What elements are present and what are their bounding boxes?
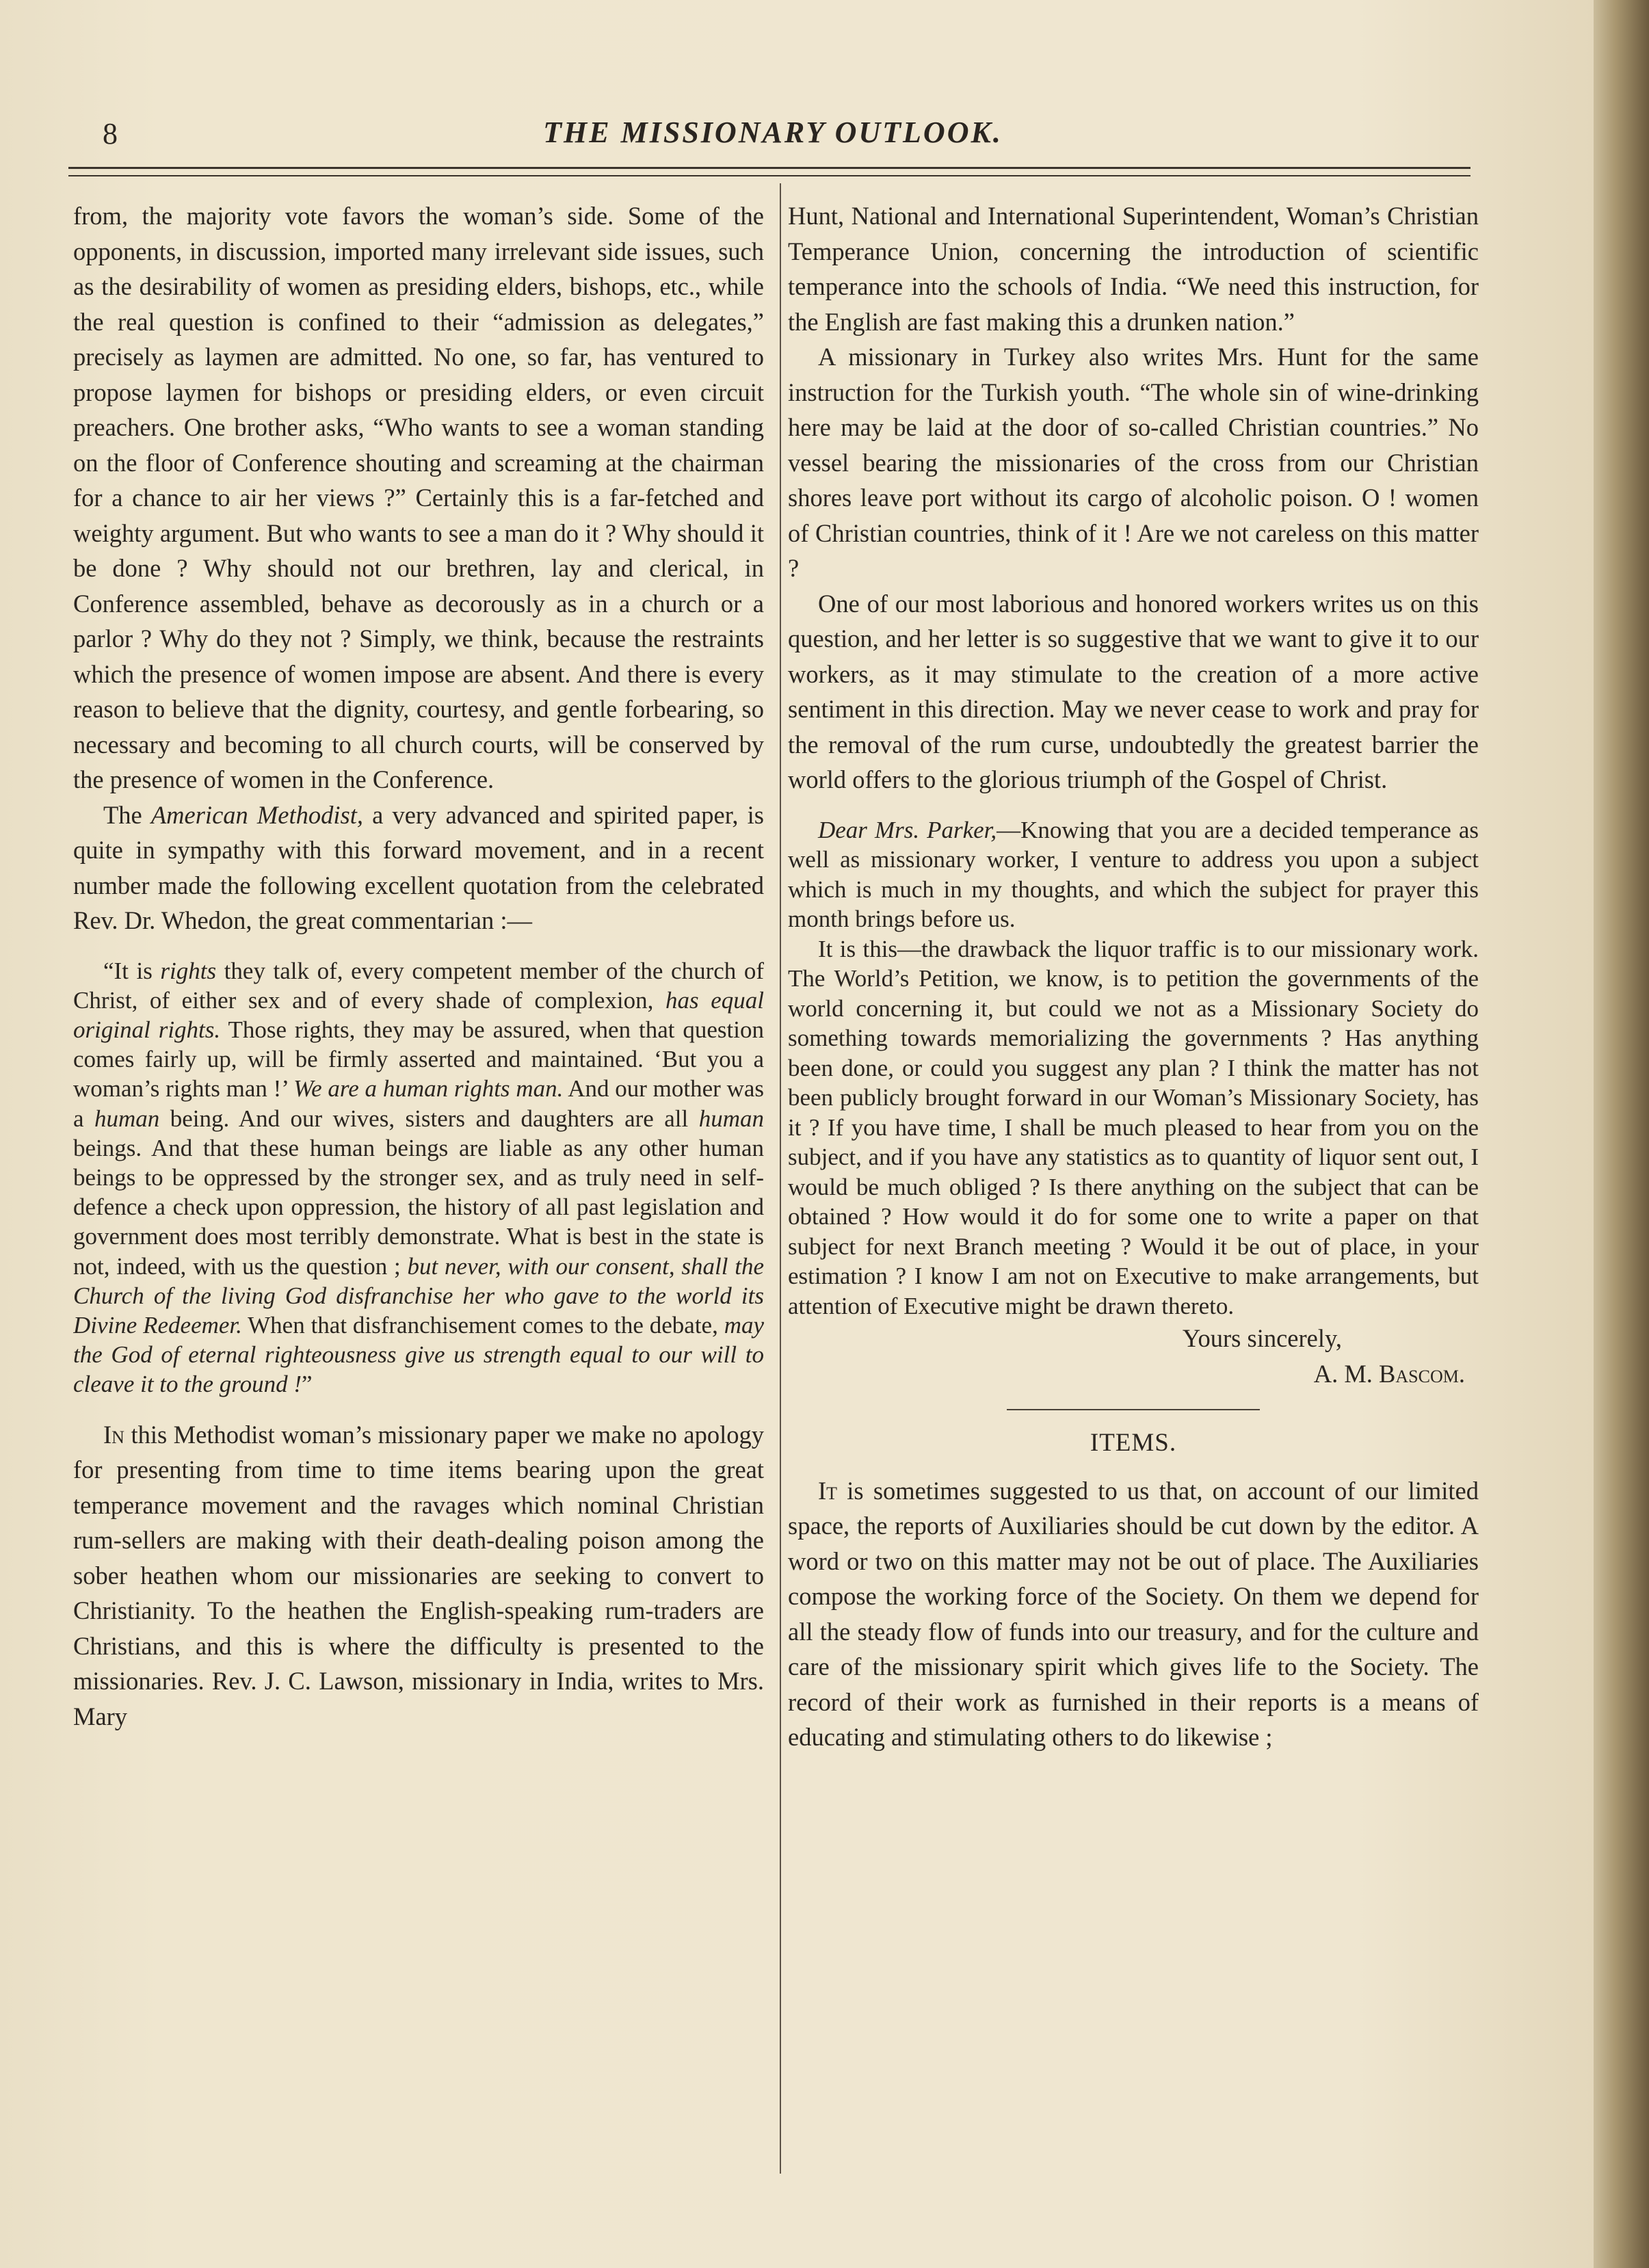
- right-paragraph-3: One of our most laborious and honored workers writes us on this question, and her letter is so suggestive that we want to give it to our workers, as it may stimulate to the creation of a more active sentiment in this direction. May we never cease to work and pray for the removal of the rum curse, undoubtedly the greatest barrier the world offers to the glorious triumph of the Gospel of Christ.: [788, 589, 1479, 793]
- right-paragraph-1: Hunt, National and International Superintendent, Woman’s Christian Temperance Union, concerning the introduction of scientific temperance into the schools of India. “We need this instruction, for the English are fast making this a drunken nation.”: [788, 202, 1479, 336]
- left-column: [73, 198, 764, 2237]
- text-run: —Knowing that you are a decided temperance as well as missionary worker, I venture to address you upon a subject which is much in my thoughts, and which the subject for prayer this month brings before us.: [788, 816, 1479, 932]
- page-number: 8: [103, 117, 118, 150]
- section-rule: [1007, 1409, 1260, 1410]
- right-column: [788, 198, 1479, 2237]
- items-heading: ITEMS.: [1090, 1429, 1177, 1457]
- right-paragraph-2: A missionary in Turkey also writes Mrs. Hunt for the same instruction for the Turkish youth. “The whole sin of wine-drinking here may be laid at the door of so-called Christian countries.” No vessel bearing the missionaries of the cross from our Christian shores leave port without its cargo of alcoholic poison. O ! women of Christian countries, think of it ! Are we not careless on this matter ?: [788, 343, 1479, 582]
- text-run: they talk of, every competent member of the church of Christ, of either sex and of every shade of complexion,: [73, 957, 764, 1014]
- header-rule-thin: [68, 175, 1470, 176]
- text-run: human: [94, 1105, 160, 1132]
- book-spine-shadow: [1594, 0, 1649, 2268]
- text-run: beings. And that these human beings are liable as any other human beings to be oppressed by the stronger sex, and as truly need in self-defence a check upon oppression, the history of all past legislation and government does most terribly demonstrate. What is best in the state is not, indeed, with us the question ;: [73, 1134, 764, 1280]
- column-divider: [780, 183, 781, 2174]
- text-run: being. And our wives, sisters and daughters are all: [159, 1105, 699, 1132]
- letter-paragraph-1: [788, 815, 1479, 934]
- small-caps-lead: In: [103, 1420, 124, 1449]
- items-paragraph-1: [788, 1473, 1479, 1755]
- text-run: human: [698, 1105, 764, 1132]
- text-run: When that disfranchisement comes to the debate,: [241, 1311, 724, 1339]
- text-run: is sometimes suggested to us that, on account of our limited space, the reports of Auxiliaries should be cut down by the editor. A word or two on this matter may not be out of place. The Auxiliaries compose the working force of the Society. On them we depend for all the steady flow of funds into our treasury, and for the culture and care of the missionary spirit which gives life to the Society. The record of their work as furnished in their reports is a means of educating and stimulating others to do likewise ;: [788, 1476, 1479, 1751]
- letter-paragraph-2: It is this—the drawback the liquor traffic is to our missionary work. The World’s Petition, we know, is to petition the governments of the world concerning it, but could we not as a Missionary Society do something towards memorializing the governments ? Has anything been done, or could you suggest any plan ? I think the matter has not been publicly brought forward in our Woman’s Missionary Society, has it ? If you have time, I shall be much pleased to hear from you on the subject, and if you have any statistics as to quantity of liquor sent out, I would be much obliged ? Is there anything on the subject that can be obtained ? How would it do for some one to write a paper on that subject for next Branch meeting ? Would it be out of place, in your estimation ? I know I am not on Executive to make arrangements, but attention of Executive might be drawn thereto.: [788, 935, 1479, 1319]
- text-run: And our mother was a: [73, 1075, 764, 1132]
- page-header: [82, 103, 1464, 157]
- text-run: We are a human rights man.: [293, 1075, 564, 1103]
- whedon-quotation: [73, 956, 764, 1399]
- text-run: but never, with our consent, shall the Church of the living God disfranchise her who gave to the world its Divine Redeemer.: [73, 1252, 764, 1339]
- left-paragraph-1: from, the majority vote favors the woman’s side. Some of the opponents, in discussion, imported many irrelevant side issues, such as the desirability of women as presiding elders, bishops, etc., while the real question is confined to their “admission as delegates,” precisely as laymen are admitted. No one, so far, has ventured to propose laymen for bishops or presiding elders, or even circuit preachers. One brother asks, “Who wants to see a woman standing on the floor of Conference shouting and screaming at the chairman for a chance to air her views ?” Certainly this is a far-fetched and weighty argument. But who wants to see a man do it ? Why should it be done ? Why should not our brethren, lay and clerical, in Conference assembled, behave as decorously as in a church or a parlor ? Why do they not ? Simply, we think, because the restraints which the presence of women impose are absent. And there is every reason to believe that the dignity, courtesy, and gentle forbearing, so necessary and becoming to all church courts, will be conserved by the presence of women in the Conference.: [73, 202, 764, 793]
- text-run: The: [103, 800, 151, 829]
- header-rule: [68, 167, 1470, 169]
- text-run: has equal original rights.: [73, 986, 764, 1043]
- letter-closing: Yours sincerely,: [1182, 1324, 1342, 1352]
- text-run: a very advanced and spirited paper, is quite in sympathy with this forward movement, and in a recent number made the following excellent quotation from the celebrated Rev. Dr. Whedon, the great commentarian :—: [73, 800, 764, 934]
- text-run: Those rights, they may be assured, when that question comes fairly up, will be firmly asserted and maintained. ‘But you a woman’s rights man !’: [73, 1016, 764, 1103]
- text-run: may the God of eternal righteousness give us strength equal to our will to cleave it to the ground !: [73, 1311, 764, 1398]
- periodical-name: American Methodist,: [150, 800, 364, 829]
- letter-signature: A. M. Bascom.: [1313, 1359, 1465, 1388]
- text-run: rights: [160, 957, 217, 984]
- text-run: ”: [302, 1371, 313, 1398]
- left-paragraph-3: [73, 1417, 764, 1735]
- running-title: THE MISSIONARY OUTLOOK.: [543, 116, 1003, 149]
- left-paragraph-2: [73, 797, 764, 938]
- text-run: “It is: [103, 957, 161, 984]
- text-run: this Methodist woman’s missionary paper we make no apology for presenting from time to time items bearing upon the great temperance movement and the ravages which nominal Christian rum-sellers are making with their death-dealing poison among the sober heathen whom our missionaries are seeking to convert to Christianity. To the heathen the English-speaking rum-traders are Christians, and this is where the difficulty is presented to the missionaries. Rev. J. C. Lawson, missionary in India, writes to Mrs. Mary: [73, 1420, 764, 1730]
- letter-salutation: Dear Mrs. Parker,: [818, 816, 997, 843]
- small-caps-lead: It: [818, 1476, 838, 1505]
